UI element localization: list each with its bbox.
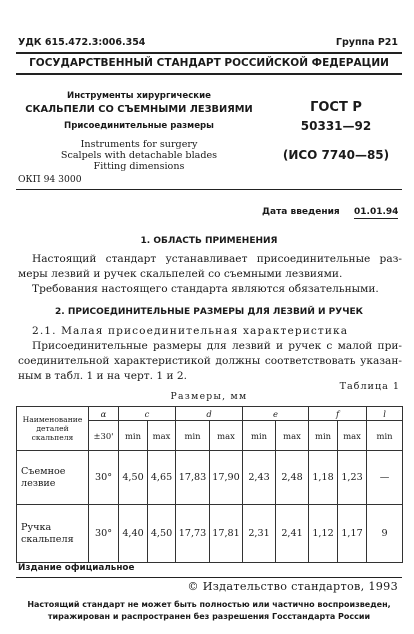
- table-cell: 2,48: [276, 451, 309, 505]
- notice-line1: Настоящий стандарт не может быть полностью или частично воспроизведен,: [27, 600, 391, 609]
- footer-rule: [16, 577, 402, 578]
- table-cell: 1,12: [309, 505, 338, 563]
- title-ru-line3: Присоединительные размеры: [64, 121, 214, 131]
- iso-reference: (ИСО 7740—85): [282, 148, 390, 162]
- dimensions-table: [16, 406, 403, 563]
- section2-line3: ным в табл. 1 и на черт. 1 и 2.: [18, 370, 188, 382]
- date-label: Дата введения: [262, 207, 340, 217]
- title-ru-line1: Инструменты хирургические: [67, 91, 211, 101]
- table-cell: 2,43: [243, 451, 276, 505]
- subheader: min: [176, 421, 210, 451]
- subheader: max: [276, 421, 309, 451]
- official-edition: Издание официальное: [18, 563, 135, 573]
- title-en-line2: Scalpels with detachable blades: [60, 150, 218, 161]
- name-column-header: Наименование деталей скальпеля: [17, 407, 89, 451]
- table-cell: 17,73: [176, 505, 210, 563]
- title-en-line1: Instruments for surgery: [80, 139, 198, 150]
- table-cell: 30°: [89, 505, 119, 563]
- section2-subheading: 2.1. Малая присоединительная характеристика: [32, 325, 349, 337]
- udc-code: УДК 615.472.3:006.354: [18, 37, 146, 48]
- table-cell: 1,18: [309, 451, 338, 505]
- col-letter-c: c: [119, 407, 176, 421]
- subheader: min: [119, 421, 148, 451]
- table-row: [17, 451, 403, 505]
- section1-heading: 1. ОБЛАСТЬ ПРИМЕНЕНИЯ: [140, 236, 278, 246]
- table-row: [17, 505, 403, 563]
- section1-para2: Требования настоящего стандарта являются обязательными.: [32, 283, 379, 295]
- subheader: min: [309, 421, 338, 451]
- col-letter-e: e: [243, 407, 309, 421]
- table-cell: 17,90: [210, 451, 243, 505]
- subheader: max: [338, 421, 367, 451]
- date-value: 01.01.94: [354, 207, 399, 217]
- section2-line1: Присоединительные размеры для лезвий и ручек с малой при-: [32, 340, 402, 352]
- title-en-line3: Fitting dimensions: [93, 161, 185, 172]
- subheader: max: [148, 421, 176, 451]
- copyright: © Издательство стандартов, 1993: [187, 580, 398, 593]
- notice-line2: тиражирован и распространен без разрешения Госстандарта России: [47, 612, 371, 621]
- subheader: ±30': [89, 421, 119, 451]
- table-cell: 2,31: [243, 505, 276, 563]
- col-letter-f: f: [309, 407, 367, 421]
- table-cell: 4,50: [148, 505, 176, 563]
- row-name: [17, 505, 89, 563]
- table-cell: 30°: [89, 451, 119, 505]
- group-code: Группа Р21: [335, 37, 398, 48]
- col-letter-d: d: [176, 407, 243, 421]
- gost-number: 50331—92: [300, 119, 372, 133]
- header-rule-bottom: [16, 73, 402, 75]
- table-cell: 4,40: [119, 505, 148, 563]
- col-letter-alpha: α: [89, 407, 119, 421]
- standard-org: ГОСУДАРСТВЕННЫЙ СТАНДАРТ РОССИЙСКОЙ ФЕДЕРАЦИИ: [29, 57, 389, 69]
- table-cell: 1,23: [338, 451, 367, 505]
- section2-heading: 2. ПРИСОЕДИНИТЕЛЬНЫЕ РАЗМЕРЫ ДЛЯ ЛЕЗВИЙ И РУЧЕК: [55, 307, 363, 317]
- gost-label: ГОСТ Р: [310, 100, 362, 115]
- row-name-line2: скальпеля: [21, 533, 74, 545]
- section2-line2: соединительной характеристикой должны соответствовать указан-: [18, 355, 402, 367]
- subheader: max: [210, 421, 243, 451]
- header-rule-top: [16, 52, 402, 54]
- table-cell: 4,50: [119, 451, 148, 505]
- table-cell: 1,17: [338, 505, 367, 563]
- table-header-letters: [17, 407, 403, 421]
- section1-para1-line2: меры лезвий и ручек скальпелей со съемными лезвиями.: [18, 268, 343, 280]
- table-label: Таблица 1: [339, 381, 400, 392]
- row-name: [17, 451, 89, 505]
- section1-para1-line1: Настоящий стандарт устанавливает присоединительные раз-: [32, 253, 402, 265]
- row-name-line1: Съемное: [21, 465, 66, 477]
- row-name-line2: лезвие: [21, 477, 56, 489]
- col-letter-l: l: [367, 407, 403, 421]
- table-cell: 4,65: [148, 451, 176, 505]
- table-cell: 17,81: [210, 505, 243, 563]
- table-cell: —: [367, 451, 403, 505]
- table-cell: 17,83: [176, 451, 210, 505]
- subheader: min: [243, 421, 276, 451]
- table-cell: 9: [367, 505, 403, 563]
- okp-code: ОКП 94 3000: [18, 174, 82, 185]
- title-rule: [16, 189, 402, 190]
- title-ru-line2: СКАЛЬПЕЛИ СО СЪЕМНЫМИ ЛЕЗВИЯМИ: [25, 104, 253, 115]
- table-cell: 2,41: [276, 505, 309, 563]
- table-caption: Размеры, мм: [170, 391, 248, 402]
- subheader: min: [367, 421, 403, 451]
- row-name-line1: Ручка: [21, 521, 52, 533]
